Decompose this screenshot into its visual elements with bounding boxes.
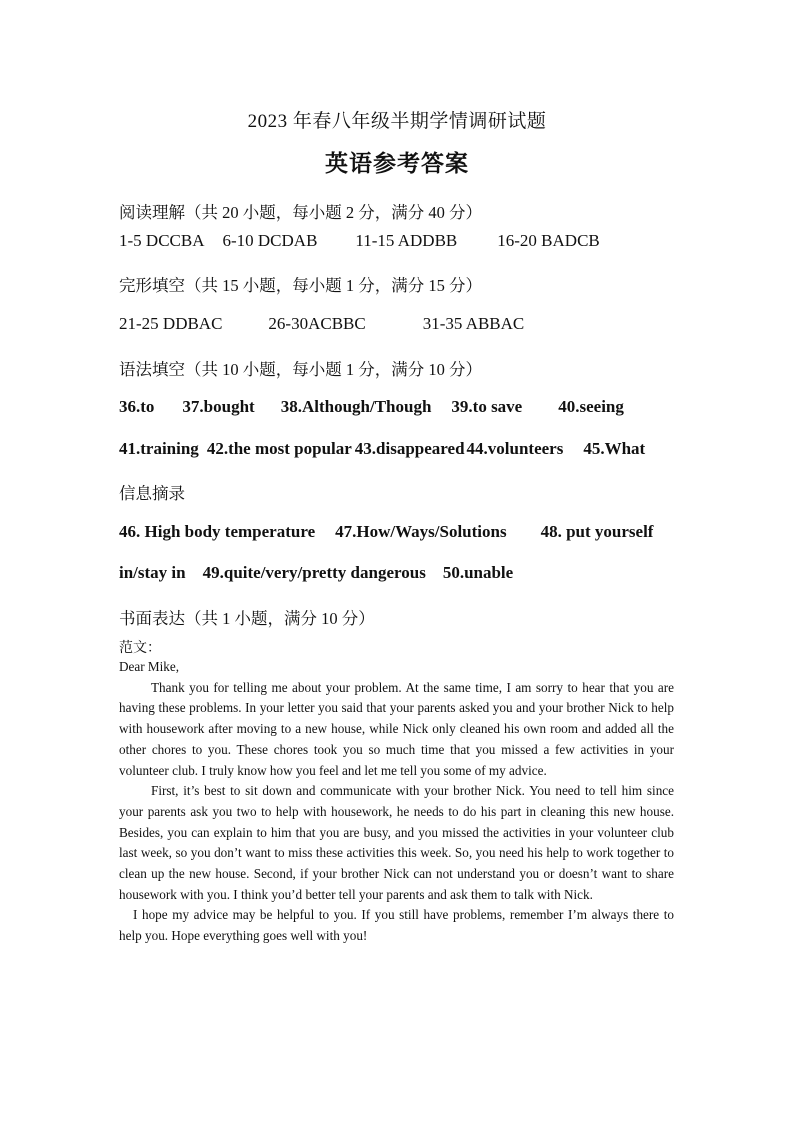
answer-group: 16-20 BADCB	[497, 231, 600, 250]
sample-essay	[119, 657, 674, 947]
answer-item: 43.disappeared	[354, 439, 465, 458]
grammar-answers-row-1	[119, 397, 624, 417]
info-answers-row-2	[119, 563, 513, 583]
answer-item: 46. High body temperature	[119, 522, 316, 541]
info-heading: 信息摘录	[119, 484, 185, 503]
answer-item: 44.volunteers	[466, 439, 564, 458]
cloze-answers	[119, 314, 524, 334]
answer-group: 31-35 ABBAC	[422, 314, 525, 333]
cloze-heading: 完形填空（共 15 小题，每小题 1 分，满分 15 分）	[119, 276, 482, 295]
reading-heading: 阅读理解（共 20 小题，每小题 2 分，满分 40 分）	[119, 203, 482, 222]
grammar-answers-row-2	[119, 439, 645, 459]
answer-item: 45.What	[583, 439, 646, 458]
answer-item: 42.the most popular	[206, 439, 352, 458]
essay-greeting: Dear Mike,	[119, 659, 180, 674]
answer-item: 39.to save	[451, 397, 523, 416]
reading-answers	[119, 231, 600, 251]
info-answers-row-1	[119, 522, 653, 542]
answer-item: 47.How/Ways/Solutions	[335, 522, 507, 541]
answer-group: 6-10 DCDAB	[222, 231, 318, 250]
answer-item: 48. put yourself	[540, 522, 654, 541]
grammar-heading: 语法填空（共 10 小题，每小题 1 分，满分 10 分）	[119, 360, 482, 379]
answer-group: 1-5 DCCBA	[119, 231, 205, 250]
essay-paragraph: First, it’s best to sit down and communicate with your brother Nick. You need to tell him since your parents ask you two to help with housework, he needs to do his part in cleaning this new house. Besides, you can explain to him that you are busy, and you missed the activities in your volunteer club last week, so you don’t want to miss these activities this week. So, you need his help to work together to clean up the new house. Second, if your brother Nick can not understand you or doesn’t want to share housework with you. I think you’d better tell your parents and ask them to talk with Nick.	[119, 783, 674, 902]
answer-group: 21-25 DDBAC	[119, 314, 223, 333]
answer-item: 36.to	[119, 397, 155, 416]
page-title: 2023 年春八年级半期学情调研试题	[247, 111, 547, 132]
essay-paragraph: Thank you for telling me about your problem. At the same time, I am sorry to hear that you are having these problems. In your letter you said that your parents asked you and your brother Nick to help with housework after moving to a new house, while Nick only cleaned his own room and added all the other chores to you. These chores took you so much time that you missed a few activities in your volunteer club. I truly know how you feel and let me tell you some of my advice.	[119, 679, 674, 778]
answer-item: 37.bought	[182, 397, 255, 416]
answer-item: in/stay in	[119, 563, 186, 582]
page-subtitle: 英语参考答案	[325, 151, 469, 176]
sample-label: 范文：	[119, 641, 161, 656]
answer-item: 50.unable	[442, 563, 514, 582]
answer-item: 49.quite/very/pretty dangerous	[202, 563, 426, 582]
essay-paragraph: I hope my advice may be helpful to you. If you still have problems, remember I’m always there to help you. Hope everything goes well with you!	[119, 907, 674, 944]
answer-item: 41.training	[119, 439, 199, 458]
writing-heading: 书面表达（共 1 小题，满分 10 分）	[119, 609, 375, 628]
answer-group: 26-30ACBBC	[268, 314, 366, 333]
answer-item: 38.Although/Though	[280, 397, 432, 416]
answer-item: 40.seeing	[558, 397, 624, 416]
answer-group: 11-15 ADDBB	[355, 231, 458, 250]
